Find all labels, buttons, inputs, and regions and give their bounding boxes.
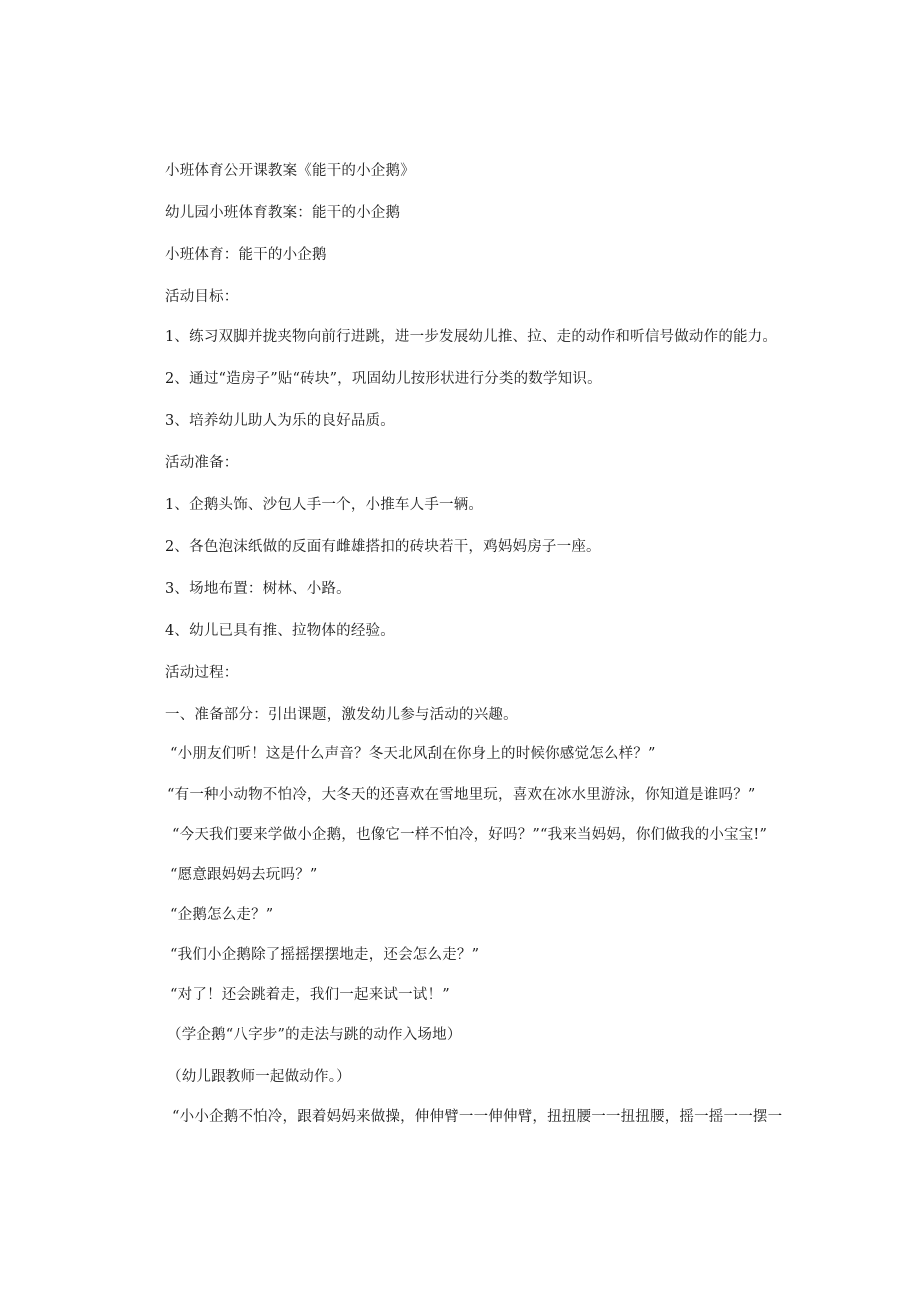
preparation-item-2: 2、各色泡沫纸做的反面有雌雄搭扣的砖块若干，鸡妈妈房子一座。 — [165, 539, 601, 555]
section-heading-goals: 活动目标： — [165, 289, 239, 305]
stage-direction-2: （幼儿跟教师一起做动作。） — [167, 1069, 351, 1085]
goal-item-2: 2、通过“造房子”贴“砖块”，巩固幼儿按形状进行分类的数学知识。 — [165, 371, 602, 387]
preparation-item-4: 4、幼儿已具有推、拉物体的经验。 — [165, 623, 395, 639]
section-heading-preparation: 活动准备： — [165, 455, 239, 471]
goal-item-1: 1、练习双脚并拢夹物向前行进跳，进一步发展幼儿推、拉、走的动作和听信号做动作的能力。 — [165, 329, 778, 345]
goal-item-3: 3、培养幼儿助人为乐的良好品质。 — [165, 413, 395, 429]
dialogue-line-3: “今天我们要来学做小企鹅，也像它一样不怕冷，好吗？”“我来当妈妈，你们做我的小宝宝!” — [172, 827, 768, 843]
stage-direction-1: （学企鹅“八字步”的走法与跳的动作入场地） — [167, 1027, 462, 1043]
dialogue-line-1: “小朋友们听！这是什么声音？冬天北风刮在你身上的时候你感觉怎么样？” — [170, 746, 656, 762]
preparation-item-3: 3、场地布置：树林、小路。 — [165, 581, 351, 597]
process-part-1: 一、准备部分：引出课题，激发幼儿参与活动的兴趣。 — [165, 707, 518, 723]
dialogue-line-5: “企鹅怎么走？” — [170, 907, 274, 923]
document-subtitle-short: 小班体育：能干的小企鹅 — [165, 247, 327, 263]
document-subtitle: 幼儿园小班体育教案：能干的小企鹅 — [165, 205, 401, 221]
dialogue-line-2: “有一种小动物不怕冷，大冬天的还喜欢在雪地里玩，喜欢在冰水里游泳，你知道是谁吗？” — [167, 787, 756, 803]
dialogue-line-8: “小小企鹅不怕冷，跟着妈妈来做操，伸伸臂一一伸伸臂，扭扭腰一一扭扭腰，摇一摇一一摆一 — [172, 1109, 783, 1125]
section-heading-process: 活动过程： — [165, 665, 239, 681]
preparation-item-1: 1、企鹅头饰、沙包人手一个，小推车人手一辆。 — [165, 497, 484, 513]
dialogue-line-6: “我们小企鹅除了摇摇摆摆地走，还会怎么走？” — [170, 947, 480, 963]
dialogue-line-4: “愿意跟妈妈去玩吗？” — [170, 867, 318, 883]
dialogue-line-7: “对了！还会跳着走，我们一起来试一试！” — [170, 987, 450, 1003]
document-title: 小班体育公开课教案《能干的小企鹅》 — [165, 163, 415, 179]
